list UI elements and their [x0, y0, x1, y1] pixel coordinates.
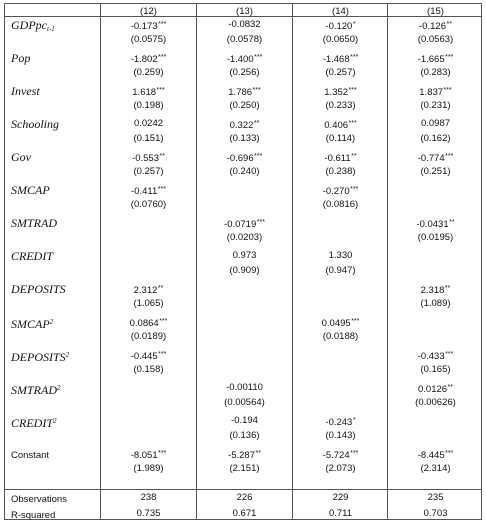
standard-error: (0.240) [229, 166, 260, 177]
column-header: (13) [236, 6, 253, 17]
coefficient-value: -0.433 [417, 351, 445, 362]
coefficient-value: 0.0864 [129, 318, 159, 329]
footer-value: 235 [427, 492, 444, 503]
coefficient-value: 1.352 [324, 87, 349, 98]
coefficient-value: -0.00110 [226, 382, 263, 393]
coefficient [388, 217, 483, 231]
significance-stars: *** [351, 318, 360, 325]
coefficient-value: -0.696 [226, 153, 254, 164]
significance-stars: *** [157, 186, 166, 193]
footer-label: R-squared [11, 510, 56, 521]
coefficient [101, 184, 196, 198]
regression-table [4, 3, 482, 520]
row-label-text: Schooling [11, 117, 59, 131]
standard-error: (0.257) [133, 166, 164, 177]
column-header: (14) [332, 6, 349, 17]
coefficient-value: -0.270 [322, 186, 350, 197]
standard-error: (0.162) [420, 133, 451, 144]
coefficient-value: -0.243 [325, 417, 353, 428]
significance-stars: *** [158, 450, 167, 457]
coefficient [388, 448, 483, 462]
row-label [11, 18, 55, 36]
standard-error: (0.0195) [417, 232, 454, 243]
row-label-text: GDPpc [11, 18, 47, 32]
row-label [11, 84, 40, 98]
standard-error: (0.114) [325, 133, 356, 144]
standard-error: (2.151) [229, 463, 260, 474]
coefficient [388, 118, 483, 130]
coefficient [101, 151, 196, 165]
standard-error: (0.0816) [322, 199, 359, 210]
standard-error: (0.165) [420, 364, 451, 375]
coefficient [101, 52, 196, 66]
row-label [11, 249, 53, 263]
coefficient-value: -1.665 [417, 54, 445, 65]
significance-stars: ** [255, 450, 261, 457]
coefficient [388, 85, 483, 99]
coefficient-value: 0.0242 [133, 118, 164, 129]
standard-error: (0.0563) [417, 34, 454, 45]
footer-value: 0.711 [328, 508, 353, 519]
row-label-text: Invest [11, 84, 40, 98]
coefficient-value: -5.287 [228, 450, 255, 461]
coefficient-value: -8.051 [130, 450, 158, 461]
significance-stars: *** [445, 450, 454, 457]
footer-value: 226 [236, 492, 253, 503]
coefficient [197, 250, 292, 262]
coefficient [293, 19, 388, 33]
standard-error: (2.314) [420, 463, 451, 474]
standard-error: (0.133) [229, 133, 260, 144]
significance-stars: ** [447, 384, 453, 391]
row-label [11, 216, 57, 230]
coefficient [293, 118, 388, 132]
significance-stars: ** [444, 285, 451, 292]
significance-stars: *** [158, 21, 167, 28]
standard-error: (0.0578) [226, 34, 263, 45]
significance-stars: *** [159, 318, 168, 325]
coefficient [197, 85, 292, 99]
row-label [11, 414, 57, 430]
row-label-text: DEPOSITS [11, 350, 66, 364]
row-label-text: CREDIT [11, 416, 53, 430]
coefficient-value: 0.973 [232, 250, 257, 261]
standard-error: (0.158) [133, 364, 164, 375]
coefficient-value: -0.0431 [416, 219, 449, 230]
standard-error: (0.143) [325, 430, 356, 441]
coefficient-value: -0.194 [231, 415, 258, 426]
coefficient [388, 283, 483, 297]
row-label [11, 150, 31, 164]
coefficient [197, 217, 292, 231]
standard-error: (2.073) [325, 463, 356, 474]
coefficient-value: 0.406 [324, 120, 349, 131]
row-label-text: Pop [11, 51, 31, 65]
significance-stars: ** [159, 153, 165, 160]
row-label-superscript: 2 [57, 384, 61, 392]
standard-error: (0.250) [229, 100, 260, 111]
coefficient-value: -0.0832 [228, 19, 261, 30]
standard-error: (0.0203) [226, 232, 263, 243]
significance-stars: *** [445, 351, 454, 358]
significance-stars: *** [348, 87, 357, 94]
coefficient-value: -1.802 [130, 54, 158, 65]
coefficient [101, 118, 196, 130]
row-label [11, 282, 66, 296]
standard-error: (0.0189) [130, 331, 167, 342]
coefficient-value: 1.618 [132, 87, 157, 98]
column-divider [100, 4, 101, 519]
standard-error: (0.198) [133, 100, 164, 111]
standard-error: (1.989) [133, 463, 164, 474]
row-label-text: CREDIT [11, 249, 53, 263]
row-label-superscript: 2 [49, 318, 54, 326]
coefficient [293, 250, 388, 262]
standard-error: (0.0760) [130, 199, 167, 210]
coefficient [293, 316, 388, 330]
significance-stars: *** [350, 186, 359, 193]
footer-value: 229 [332, 492, 349, 503]
row-label [11, 117, 59, 131]
footer-value: 0.735 [136, 508, 161, 519]
row-label [11, 183, 50, 197]
footer-value: 0.671 [232, 508, 257, 519]
standard-error: (0.136) [229, 430, 260, 441]
significance-stars: ** [157, 285, 164, 292]
coefficient [293, 448, 388, 462]
coefficient-value: -1.400 [226, 54, 254, 65]
coefficient-value: -0.611 [324, 153, 351, 164]
coefficient-value: 0.0987 [420, 118, 451, 129]
row-label-superscript: 2 [53, 417, 57, 425]
standard-error: (0.909) [229, 265, 260, 276]
footer-rule [5, 489, 481, 490]
coefficient-value: 2.318 [420, 285, 445, 296]
significance-stars: *** [252, 87, 261, 94]
footer-label: Observations [11, 494, 67, 505]
row-label-text: SMCAP [11, 317, 50, 331]
significance-stars: *** [158, 54, 167, 61]
coefficient [388, 19, 483, 33]
coefficient [101, 85, 196, 99]
coefficient-value: -0.126 [419, 21, 446, 32]
row-label-text: Gov [11, 150, 31, 164]
coefficient-value: 0.0495 [321, 318, 351, 329]
standard-error: (0.251) [420, 166, 451, 177]
row-label-text: SMCAP [11, 183, 50, 197]
significance-stars: *** [350, 450, 359, 457]
significance-stars: ** [449, 219, 455, 226]
significance-stars: *** [254, 54, 263, 61]
standard-error: (0.231) [420, 100, 451, 111]
standard-error: (0.00626) [415, 397, 456, 408]
coefficient-value: 0.322 [229, 120, 254, 131]
significance-stars: *** [445, 153, 454, 160]
coefficient [197, 19, 292, 31]
coefficient-value: -1.468 [322, 54, 350, 65]
coefficient-value: 0.0126 [417, 384, 448, 395]
column-header: (12) [140, 6, 157, 17]
coefficient-value: -8.445 [417, 450, 445, 461]
coefficient [101, 448, 196, 462]
row-label-text: Constant [11, 450, 50, 461]
coefficient-value: 1.837 [419, 87, 444, 98]
significance-stars: *** [256, 219, 265, 226]
coefficient-value: -0.0719 [224, 219, 257, 230]
coefficient [101, 19, 196, 33]
standard-error: (0.257) [325, 67, 356, 78]
footer-value: 238 [140, 492, 157, 503]
standard-error: (0.259) [133, 67, 164, 78]
coefficient [197, 382, 292, 394]
coefficient [388, 151, 483, 165]
coefficient [293, 151, 388, 165]
standard-error: (1.065) [133, 298, 164, 309]
significance-stars: ** [446, 21, 452, 28]
coefficient [101, 283, 196, 297]
coefficient [197, 118, 292, 132]
coefficient [293, 415, 388, 429]
coefficient [293, 184, 388, 198]
coefficient-value: 2.312 [133, 285, 158, 296]
row-label [11, 348, 69, 364]
coefficient [293, 52, 388, 66]
row-label-superscript: 2 [65, 351, 70, 359]
footer-value: 0.703 [423, 508, 448, 519]
coefficient [388, 382, 483, 396]
significance-stars: ** [351, 153, 357, 160]
standard-error: (0.0650) [322, 34, 359, 45]
coefficient-value: 1.330 [328, 250, 353, 261]
standard-error: (0.256) [229, 67, 260, 78]
coefficient [197, 52, 292, 66]
coefficient-value: -5.724 [322, 450, 350, 461]
coefficient-value: -0.774 [417, 153, 445, 164]
standard-error: (0.238) [325, 166, 356, 177]
coefficient-value: 1.786 [228, 87, 253, 98]
coefficient-value: -0.173 [130, 21, 158, 32]
row-label [11, 315, 53, 331]
standard-error: (0.00564) [224, 397, 265, 408]
significance-stars: *** [443, 87, 452, 94]
coefficient [293, 85, 388, 99]
coefficient [197, 448, 292, 462]
standard-error: (0.233) [325, 100, 356, 111]
significance-stars: *** [350, 54, 359, 61]
column-header: (15) [427, 6, 444, 17]
coefficient-value: -0.411 [131, 186, 158, 197]
standard-error: (0.0575) [130, 34, 167, 45]
row-label [11, 449, 49, 463]
significance-stars: *** [158, 351, 167, 358]
standard-error: (0.0188) [322, 331, 359, 342]
coefficient-value: -0.120 [325, 21, 353, 32]
significance-stars: *** [445, 54, 454, 61]
coefficient-value: -0.553 [132, 153, 159, 164]
coefficient-value: -0.445 [130, 351, 158, 362]
standard-error: (0.283) [420, 67, 451, 78]
coefficient [388, 349, 483, 363]
coefficient [197, 151, 292, 165]
row-label-text: DEPOSITS [11, 282, 66, 296]
significance-stars: *** [348, 120, 357, 127]
significance-stars: *** [254, 153, 263, 160]
significance-stars: *** [156, 87, 165, 94]
coefficient [101, 349, 196, 363]
coefficient [101, 316, 196, 330]
row-label-text: SMTRAD [11, 383, 57, 397]
coefficient [388, 52, 483, 66]
row-label [11, 51, 30, 65]
significance-stars: ** [253, 120, 260, 127]
standard-error: (1.089) [420, 298, 451, 309]
significance-stars: * [352, 417, 356, 424]
standard-error: (0.151) [133, 133, 164, 144]
coefficient [197, 415, 292, 427]
significance-stars: * [352, 21, 356, 28]
row-label-subscript: t-1 [47, 25, 55, 33]
standard-error: (0.947) [325, 265, 356, 276]
row-label [11, 381, 61, 397]
row-label-text: SMTRAD [11, 216, 57, 230]
